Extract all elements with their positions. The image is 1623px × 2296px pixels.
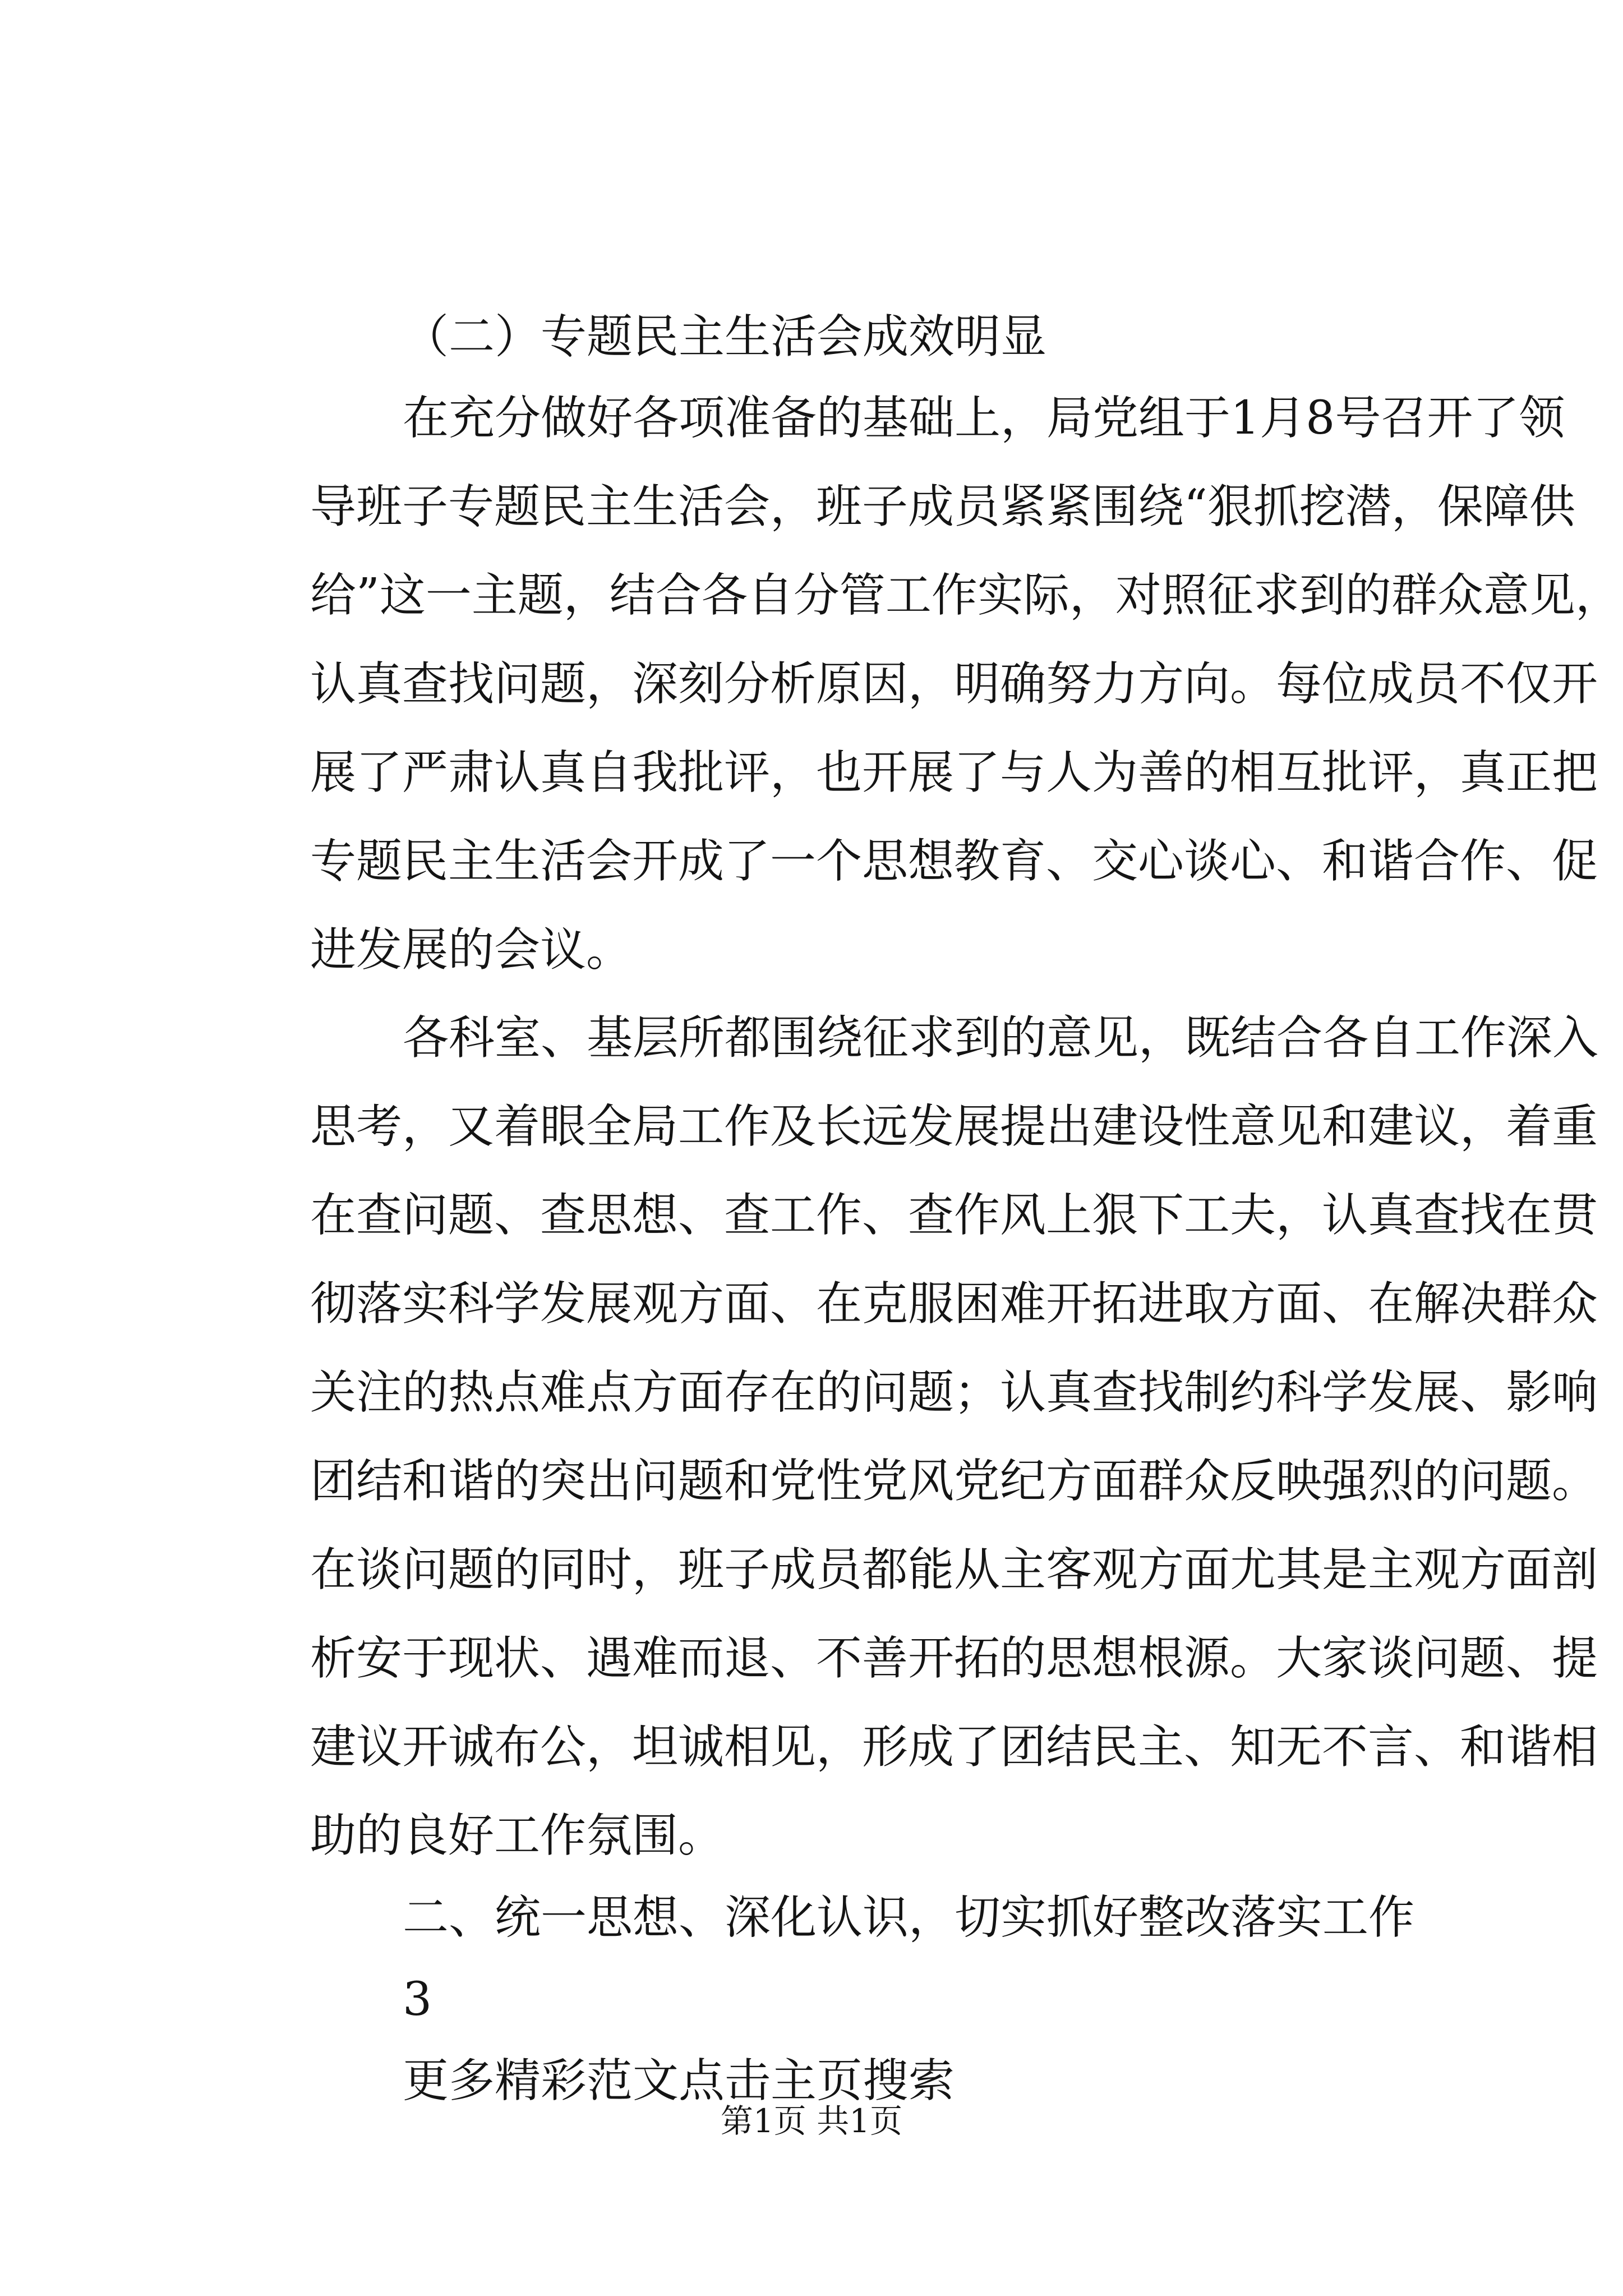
paragraph1-line: 在充分做好各项准备的基础上，局党组于1月8号召开了领 (403, 392, 1565, 445)
paragraph1-line: 认真查找问题，深刻分析原因，明确努力方向。每位成员不仅开 (310, 657, 1598, 711)
paragraph2-line: 在查问题、查思想、查工作、查作风上狠下工夫，认真查找在贯 (310, 1189, 1598, 1242)
paragraph1-line: 导班子专题民主生活会，班子成员紧紧围绕“狠抓挖潜，保障供 (310, 480, 1575, 533)
paragraph2-line: 析安于现状、遇难而退、不善开拓的思想根源。大家谈问题、提 (310, 1632, 1598, 1685)
paragraph2-line: 建议开诚布公，坦诚相见，形成了团结民主、知无不言、和谐相 (310, 1720, 1598, 1774)
more-link[interactable]: 更多精彩范文点击主页搜索 (403, 2054, 955, 2108)
section-heading: （二）专题民主生活会成效明显 (403, 310, 1047, 364)
paragraph2-line: 彻落实科学发展观方面、在克服困难开拓进取方面、在解决群众 (310, 1277, 1598, 1331)
paragraph1-line: 展了严肃认真自我批评，也开展了与人为善的相互批评，真正把 (310, 746, 1598, 799)
paragraph2-line: 团结和谐的突出问题和党性党风党纪方面群众反映强烈的问题。 (310, 1455, 1598, 1508)
page-footer: 第1页 共1页 (720, 2102, 903, 2140)
page-marker: 3 (403, 1973, 432, 2026)
paragraph2-line: 在谈问题的同时，班子成员都能从主客观方面尤其是主观方面剖 (310, 1543, 1598, 1596)
paragraph1-line: 专题民主生活会开成了一个思想教育、交心谈心、和谐合作、促 (310, 835, 1598, 888)
paragraph1-line: 给”这一主题，结合各自分管工作实际，对照征求到的群众意见， (310, 569, 1621, 622)
paragraph2-line: 思考，又着眼全局工作及长远发展提出建设性意见和建议，着重 (310, 1100, 1598, 1153)
paragraph2-line: 各科室、基层所都围绕征求到的意见，既结合各自工作深入 (403, 1011, 1599, 1065)
paragraph2-line: 关注的热点难点方面存在的问题；认真查找制约科学发展、影响 (310, 1366, 1598, 1419)
paragraph1-line: 进发展的会议。 (310, 923, 633, 977)
paragraph2-line: 助的良好工作氛围。 (310, 1809, 725, 1862)
section2-heading: 二、统一思想、深化认识，切实抓好整改落实工作 (403, 1891, 1415, 1944)
